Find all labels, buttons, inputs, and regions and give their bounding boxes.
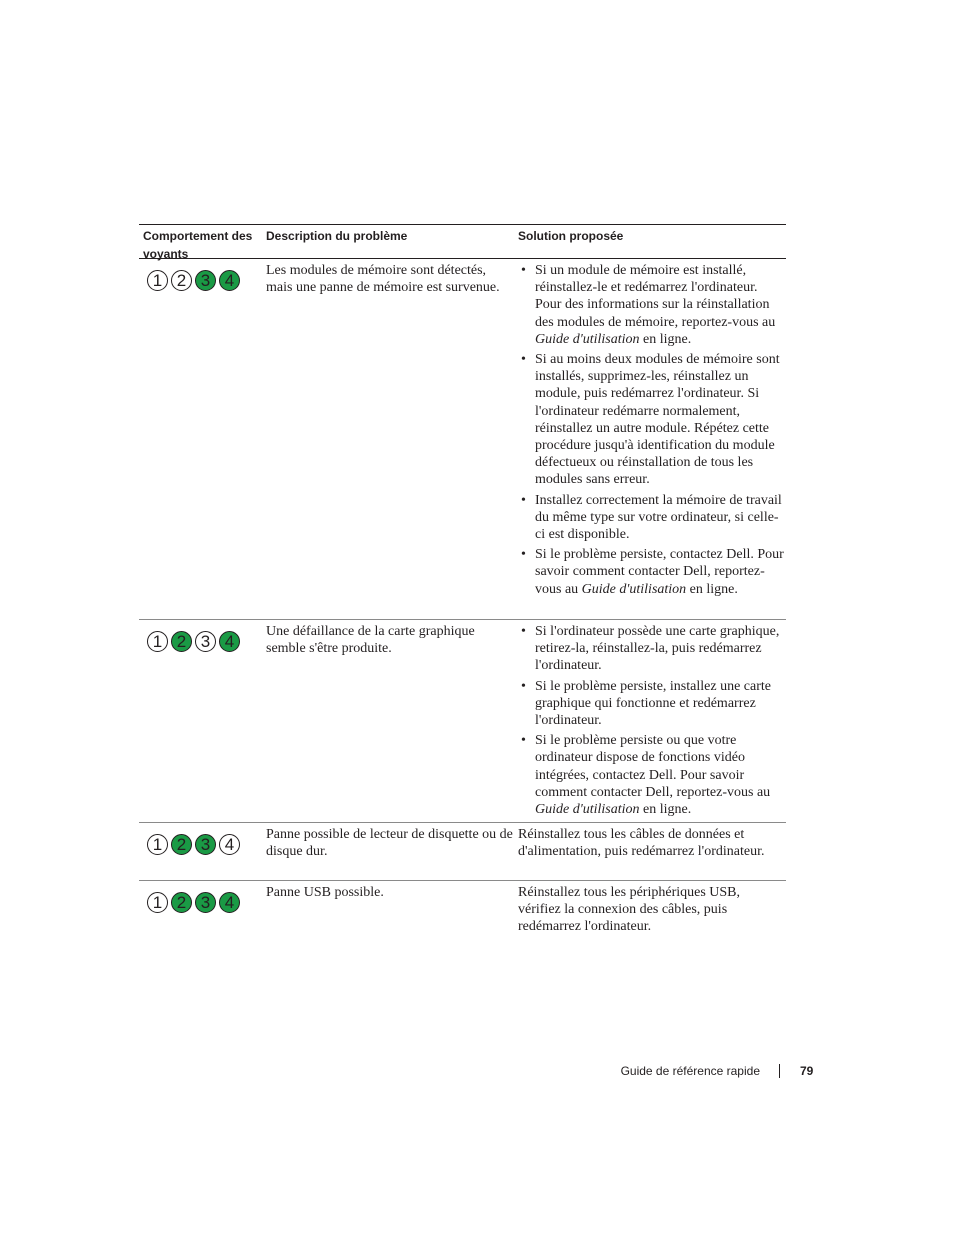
problem-description: Panne possible de lecteur de disquette ou de disque dur.: [266, 827, 513, 860]
led-indicator-1: 1: [147, 270, 168, 291]
led-group: [143, 881, 262, 913]
led-indicator-2: 2: [171, 892, 192, 913]
solution-text: Réinstallez tous les périphériques USB, vérifiez la connexion des câbles, puis redémarrez l'ordinateur.: [518, 885, 741, 935]
footer-title: Guide de référence rapide: [620, 1064, 760, 1078]
solution-cell: [515, 259, 786, 619]
solution-item: [518, 492, 786, 544]
led-cell: [139, 881, 262, 941]
led-indicator-3: 3: [195, 892, 216, 913]
led-indicator-2: 2: [171, 834, 192, 855]
led-indicator-3: 3: [195, 631, 216, 652]
guide-reference: Guide d'utilisation: [581, 581, 687, 597]
solution-cell: [515, 620, 786, 822]
solution-item: [518, 678, 786, 730]
led-indicator-4: 4: [219, 834, 240, 855]
table-row: [139, 881, 786, 941]
solution-text-end: en ligne.: [639, 802, 692, 818]
guide-reference: Guide d'utilisation: [535, 331, 640, 347]
table-header-row: [139, 224, 786, 259]
led-indicator-2: 2: [171, 631, 192, 652]
solution-text: Installez correctement la mémoire de travail du même type sur votre ordinateur, si celle-ci est disponible.: [535, 492, 782, 543]
solution-text: Si un module de mémoire est installé, réinstallez-le et redémarrez l'ordinateur. Pour des informations sur la réinstallation des modules de mémoire, reportez-vous au: [535, 263, 776, 330]
led-group: [143, 823, 262, 855]
table-row: [139, 620, 786, 823]
solution-item: [518, 546, 786, 598]
led-cell: [139, 620, 262, 822]
led-cell: [139, 823, 262, 880]
diagnostic-lights-table: [139, 224, 786, 941]
led-indicator-2: 2: [171, 270, 192, 291]
led-indicator-1: 1: [147, 631, 168, 652]
solution-item: [518, 262, 786, 348]
solution-text: Si le problème persiste ou que votre ordinateur dispose de fonctions vidéo intégrées, contactez Dell. Pour savoir comment contacter Dell, reportez-vous au: [535, 733, 771, 800]
header-solution: Solution proposée: [518, 229, 624, 243]
table-row: [139, 823, 786, 881]
led-indicator-1: 1: [147, 834, 168, 855]
solution-text: Si au moins deux modules de mémoire sont installés, supprimez-les, réinstallez un module, puis redémarrez l'ordinateur. Si l'ordinateur redémarre normalement, réinstallez un autre module. Répétez cette procédure jusqu'à identification du module défectueux ou réinstallation de tous les modules sans erreur.: [535, 352, 780, 488]
led-cell: [139, 259, 262, 619]
page-number: 79: [800, 1064, 814, 1078]
solution-item: [518, 732, 786, 818]
solution-text: Si l'ordinateur possède une carte graphique, retirez-la, réinstallez-la, puis redémarrez l'ordinateur.: [535, 624, 780, 674]
solution-text-end: en ligne.: [686, 581, 738, 597]
solution-list: [518, 262, 786, 598]
solution-item: [518, 623, 786, 675]
page-footer: [0, 1062, 954, 1080]
guide-reference: Guide d'utilisation: [535, 802, 640, 818]
led-indicator-4: 4: [219, 631, 240, 652]
solution-list: [518, 623, 786, 818]
header-description: Description du problème: [266, 229, 408, 243]
led-indicator-3: 3: [195, 270, 216, 291]
led-group: [143, 259, 262, 291]
table-row: [139, 259, 786, 620]
solution-item: [518, 351, 786, 489]
solution-text: Réinstallez tous les câbles de données et d'alimentation, puis redémarrez l'ordinateur.: [518, 827, 765, 860]
problem-description: Les modules de mémoire sont détectés, mais une panne de mémoire est survenue.: [266, 263, 500, 296]
solution-text-end: en ligne.: [639, 331, 692, 347]
led-indicator-4: 4: [219, 270, 240, 291]
footer-divider: [779, 1064, 780, 1078]
led-indicator-4: 4: [219, 892, 240, 913]
header-behavior: Comportement des voyants: [143, 229, 253, 261]
problem-description: Une défaillance de la carte graphique semble s'être produite.: [266, 624, 475, 657]
led-indicator-3: 3: [195, 834, 216, 855]
led-group: [143, 620, 262, 652]
solution-text: Si le problème persiste, installez une carte graphique qui fonctionne et redémarrez l'ordinateur.: [535, 678, 771, 729]
led-indicator-1: 1: [147, 892, 168, 913]
solution-text: Si le problème persiste, contactez Dell. Pour savoir comment contacter Dell, reportez-vous au: [535, 547, 784, 597]
problem-description: Panne USB possible.: [266, 885, 384, 900]
